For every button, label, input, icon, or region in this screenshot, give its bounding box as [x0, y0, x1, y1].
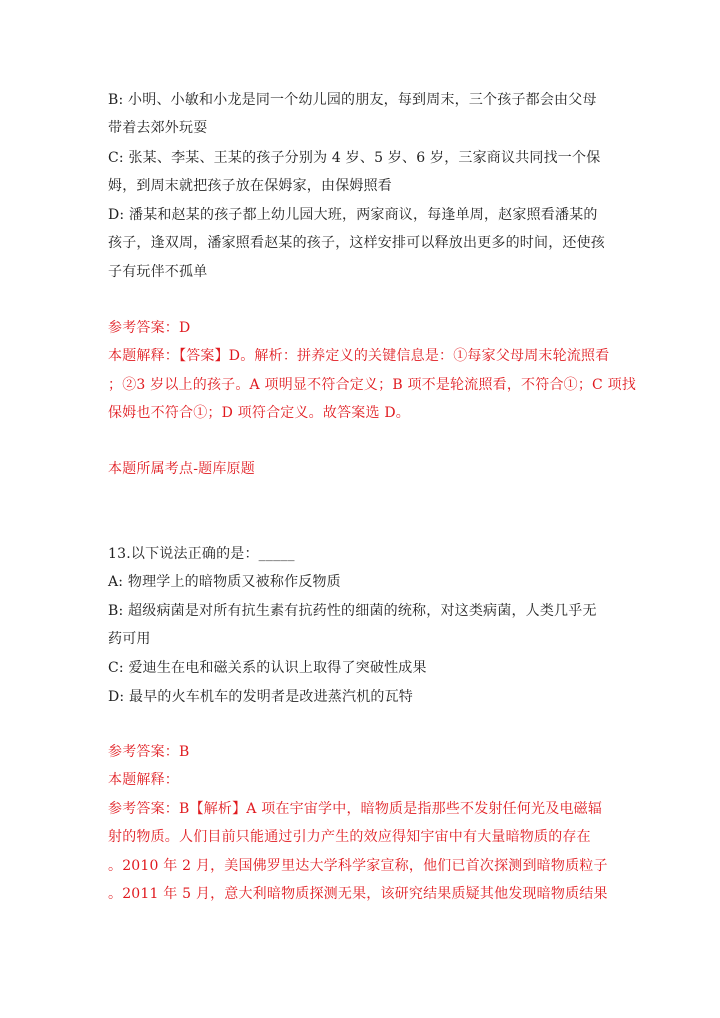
q12-explanation-line-1: 本题解释：【答案】D。解析：拼养定义的关键信息是：①每家父母周末轮流照看 — [108, 348, 610, 364]
q13-option-b-line-2: 药可用 — [108, 631, 151, 647]
q12-explanation-line-2: ；②3 岁以上的孩子。A 项明显不符合定义；B 项不是轮流照看，不符合①；C 项找 — [108, 377, 637, 393]
q13-option-d: D: 最早的火车机车的发明者是改进蒸汽机的瓦特 — [108, 689, 413, 705]
q13-explanation-label: 本题解释： — [108, 772, 179, 788]
q13-explanation-line-2: 射的物质。人们目前只能通过引力产生的效应得知宇宙中有大量暗物质的存在 — [108, 829, 591, 845]
q12-topic: 本题所属考点-题库原题 — [108, 461, 255, 477]
q13-explanation-line-1: 参考答案：B【解析】A 项在宇宙学中，暗物质是指那些不发射任何光及电磁辐 — [108, 801, 603, 817]
q12-answer: 参考答案：D — [108, 320, 191, 336]
q12-option-d-line-1: D: 潘某和赵某的孩子都上幼儿园大班，两家商议，每逢单周，赵家照看潘某的 — [108, 207, 598, 223]
q13-stem: 13.以下说法正确的是：_____ — [108, 546, 295, 562]
q12-explanation-line-3: 保姆也不符合①；D 项符合定义。故答案选 D。 — [108, 405, 410, 421]
q13-explanation-line-4: 。2011 年 5 月，意大利暗物质探测无果，该研究结果质疑其他发现暗物质结果 — [108, 886, 608, 902]
q13-option-a: A: 物理学上的暗物质又被称作反物质 — [108, 574, 341, 590]
q13-answer: 参考答案：B — [108, 744, 190, 760]
q12-option-b-line-1: B: 小明、小敏和小龙是同一个幼儿园的朋友，每到周末，三个孩子都会由父母 — [108, 92, 597, 108]
q12-option-d-line-2: 孩子，逢双周，潘家照看赵某的孩子，这样安排可以释放出更多的时间，还使孩 — [108, 235, 605, 251]
q13-option-c: C: 爱迪生在电和磁关系的认识上取得了突破性成果 — [108, 660, 427, 676]
q12-option-b-line-2: 带着去郊外玩耍 — [108, 120, 208, 136]
q13-explanation-line-3: 。2010 年 2 月，美国佛罗里达大学科学家宣称，他们已首次探测到暗物质粒子 — [108, 858, 608, 874]
q13-option-b-line-1: B: 超级病菌是对所有抗生素有抗药性的细菌的统称，对这类病菌，人类几乎无 — [108, 603, 597, 619]
q12-option-d-line-3: 子有玩伴不孤单 — [108, 264, 208, 280]
q12-option-c-line-2: 姆，到周末就把孩子放在保姆家，由保姆照看 — [108, 178, 392, 194]
q12-option-c-line-1: C: 张某、李某、王某的孩子分别为 4 岁、5 岁、6 岁，三家商议共同找一个保 — [108, 150, 601, 166]
